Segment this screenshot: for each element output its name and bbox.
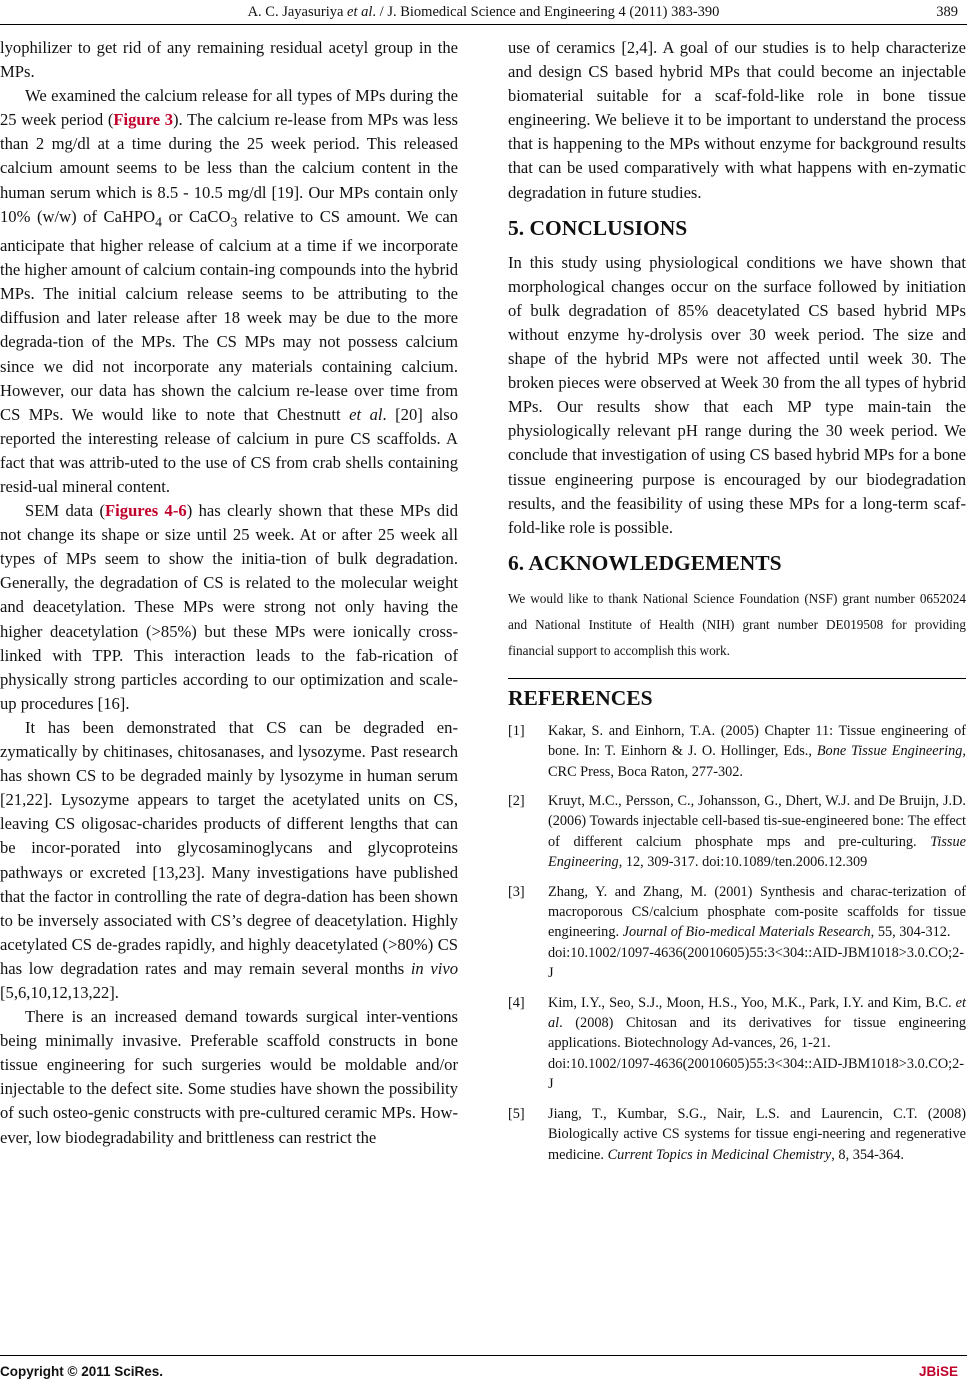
references-divider	[508, 678, 966, 679]
paragraph: In this study using physiological conditions we have shown that morphological changes occur on the surface followed by initiation of bulk degradation of 85% deacetylated CS based hybrid MPs without enzyme hy-drolysis over 30 week period. The size and shape of the hybrid MPs were not affected until week 30. The broken pieces were observed at Week 30 from the all types of hybrid MPs. Our results show that each MP type main-tain the physiologically relevant pH range during the 30 week period. We conclude that investigation of using CS based hybrid MPs for a bone tissue engineering purpose is encouraged by our biodegradation results, and the feasibility of using these MPs for a long-term scaf-fold-like role is possible.	[508, 252, 966, 537]
paragraph: It has been demonstrated that CS can be degraded en-zymatically by chitinases, chitosanases, and lysozyme. Past research has shown CS to be degraded mainly by lysozyme in human serum [21,22]. Lysozyme appears to target the acetylated units on CS, leaving CS oligosac-charides products of different lengths that can be incor-porated into glycosaminoglycans and glycoproteins pathways or excreted [13,23]. Many investigations have published that the factor in controlling the rate of degra-dation has been shown to be inversely associated with CS’s degree of deacetylation. Highly acetylated CS de-grades rapidly, and highly deacetylated (>80%) CS has low degradation rates and may remain several months in vivo [5,6,10,12,13,22].	[0, 717, 458, 1002]
section-heading-conclusions: 5. CONCLUSIONS	[508, 215, 688, 240]
paragraph: SEM data (Figures 4-6) has clearly shown that these MPs did not change its shape or size until 25 week. At or after 25 week all types of MPs seem to show the initia-tion of bulk degradation. Generally, the degradation of CS is related to the molecular weight and deacetylation. These MPs were strong not only having the higher deacetylation (>85%) but these MPs were ionically cross-linked with TPP. This interaction leads to the fab-rication of physically strong particles according to our optimization and scale-up procedures [16].	[0, 501, 458, 713]
running-header	[0, 2, 967, 24]
reference-list	[508, 721, 966, 1165]
paragraph: lyophilizer to get rid of any remaining residual acetyl group in the MPs.	[0, 38, 458, 82]
section-heading-acknowledgements: 6. ACKNOWLEDGEMENTS	[508, 550, 782, 575]
page-number: 389	[936, 4, 958, 20]
acknowledgement-text: We would like to thank National Science Foundation (NSF) grant number 0652024 and National Institute of Health (NIH) grant number DE019508 for providing financial support to accomplish this work.	[508, 590, 966, 658]
reference-item: [1] Kakar, S. and Einhorn, T.A. (2005) Chapter 11: Tissue engineering of bone. In: T. Einhorn & J. O. Hollinger, Eds., Bone Tissue Engineering, CRC Press, Boca Raton, 277-302.	[508, 722, 966, 780]
page-footer	[0, 1364, 967, 1384]
header-title: A. C. Jayasuriya et al. / J. Biomedical Science and Engineering 4 (2011) 383-390	[247, 4, 720, 20]
reference-item: [5] Jiang, T., Kumbar, S.G., Nair, L.S. and Laurencin, C.T. (2008) Biologically active CS systems for tissue engi-neering and regenerative medicine. Current Topics in Medicinal Chemistry, 8, 354-364.	[508, 1105, 966, 1163]
header-divider	[0, 24, 967, 25]
right-column	[508, 36, 966, 1174]
reference-item: [3] Zhang, Y. and Zhang, M. (2001) Synthesis and charac-terization of macroporous CS/calcium phosphate com-posite scaffolds for tissue engineering. Journal of Bio-medical Materials Research, 55, 304-312. doi:10.1002/1097-4636(20010605)55:3<304::AID-JBM1018>3.0.CO;2-J	[508, 882, 966, 984]
left-column	[0, 36, 458, 1150]
paragraph: use of ceramics [2,4]. A goal of our studies is to help characterize and design CS based hybrid MPs that could become an injectable biomaterial suitable for a scaf-fold-like role in bone tissue engineering. We believe it to be important to understand the process that is happening to the MPs without enzyme for background results that can be used comparatively with what happens with en-zymatic degradation in future studies.	[508, 38, 966, 202]
section-heading-references: REFERENCES	[508, 685, 653, 710]
reference-doi[interactable]: doi:10.1002/1097-4636(20010605)55:3<304::AID-JBM1018>3.0.CO;2-J	[548, 1055, 965, 1093]
footer-divider	[0, 1355, 967, 1356]
paragraph: We examined the calcium release for all types of MPs during the 25 week period (Figure 3). The calcium re-lease from MPs was less than 2 mg/dl at a time during the 25 week period. This released calcium amount seems to be less than the calcium content in the human serum which is 8.5 - 10.5 mg/dl [19]. Our MPs contain only 10% (w/w) of CaHPO$_4$ or CaCO$_3$ relative to CS amount. We can anticipate that higher release of calcium at a time if we incorporate the higher amount of calcium contain-ing compounds into the hybrid MPs. The initial calcium release seems to be attributing to the diffusion and later release after 18 week may be due to the more degrada-tion of the MPs. The CS MPs may not possess calcium since we did not incorporate any materials containing calcium. However, our data has shown the calcium re-lease over time from CS MPs. We would like to note that Chestnutt et al. [20] also reported the interesting release of calcium in pure CS scaffolds. A fact that was attrib-uted to the use of CS from crab shells containing resid-ual mineral content.	[0, 86, 459, 496]
figure-link[interactable]: Figure 3	[113, 110, 173, 130]
reference-doi[interactable]: doi:10.1002/1097-4636(20010605)55:3<304::AID-JBM1018>3.0.CO;2-J	[548, 944, 965, 982]
reference-item: [4] Kim, I.Y., Seo, S.J., Moon, H.S., Yoo, M.K., Park, I.Y. and Kim, B.C. et al. (2008) Chitosan and its derivatives for tissue engineering applications. Biotechnology Ad-vances, 26, 1-21. doi:10.1002/1097-4636(20010605)55:3<304::AID-JBM1018>3.0.CO;2-J	[508, 993, 966, 1095]
figure-link[interactable]: Figures 4-6	[105, 501, 187, 521]
reference-item: [2] Kruyt, M.C., Persson, C., Johansson, G., Dhert, W.J. and De Bruijn, J.D. (2006) Towards injectable cell-based tis-sue-engineered bone: The effect of different calcium phosphate mps and pre-culturing. Tissue Engineering, 12, 309-317. doi:10.1089/ten.2006.12.309	[508, 793, 966, 871]
paragraph: There is an increased demand towards surgical inter-ventions being minimally invasive. Preferable scaffold constructs in bone tissue engineering for such surgeries would be moldable and/or injectable to the defect site. Some studies have shown the possibility of such osteo-genic constructs with pre-cultured ceramic MPs. How-ever, low biodegradability and brittleness can restrict the	[0, 1007, 458, 1147]
journal-abbreviation: JBiSE	[918, 1364, 958, 1379]
copyright-notice: Copyright © 2011 SciRes.	[0, 1364, 164, 1379]
